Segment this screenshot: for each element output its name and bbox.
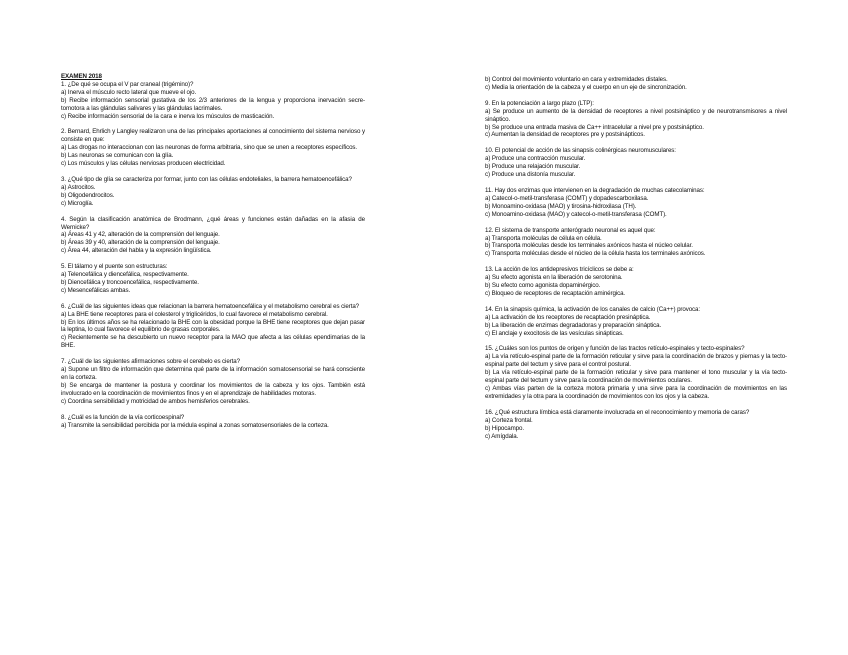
question-text: 8. ¿Cuál es la función de la vía corticoespinal? <box>61 413 185 421</box>
answer-option: c) Amígdala. <box>485 432 519 440</box>
answer-option: b) Produce una relajación muscular. <box>485 163 581 171</box>
question-text: 7. ¿Cuál de las siguientes afirmaciones sobre el cerebelo es cierta? <box>61 358 240 366</box>
answer-option: b) Su efecto como agonista dopaminérgico. <box>485 282 601 290</box>
question-block <box>61 81 365 121</box>
answer-option: c) Aumentan la densidad de receptores pre y postsinápticos. <box>485 131 645 139</box>
answer-option: c) Media la orientación de la cabeza y el cuerpo en un eje de sincronización. <box>485 83 687 91</box>
question-block <box>61 128 365 168</box>
answer-option: c) Los músculos y las células nerviosas producen electricidad. <box>61 160 226 168</box>
answer-option: b) Diencefálica y troncoencefálica, respectivamente. <box>61 278 199 286</box>
answer-option: b) Hipocampo. <box>485 424 524 432</box>
answer-option: a) Corteza frontal. <box>485 416 533 424</box>
answer-option: a) Se produce un aumento de la densidad de receptores a nivel postsináptico y de neurotransmisores a nivel sináptico. <box>485 107 787 123</box>
answer-option: c) Mesencefálicas ambas. <box>61 286 131 294</box>
answer-option: c) Microglía. <box>61 199 94 207</box>
question-block <box>61 303 365 350</box>
answer-option: a) La vía retículo-espinal parte de la formación reticular y sirve para la coordinación de brazos y piernas y la tecto-espinal parte del tectum y sirve para el control postural. <box>485 353 787 369</box>
answer-option: a) La activación de los receptores de recaptación presináptica. <box>485 313 651 321</box>
question-block <box>61 414 365 430</box>
answer-option: c) Transporta moléculas desde el núcleo de la célula hasta los terminales axónicos. <box>485 250 706 258</box>
answer-option: c) Recientemente se ha descubierto un nuevo receptor para la MAO que afecta a las células ependimarias de la BHE. <box>61 334 365 350</box>
answer-option: b) Se produce una entrada masiva de Ca++ intracelular a nivel pre y postsináptico. <box>485 123 704 131</box>
answer-option: b) Control del movimiento voluntario en cara y extremidades distales. <box>485 76 668 83</box>
question-block <box>485 409 787 441</box>
question-block <box>61 358 365 405</box>
answer-option: a) Catecol-o-metil-transferasa (COMT) y dopadescarboxilasa. <box>485 194 649 202</box>
answer-option: a) Transmite la sensibilidad percibida por la médula espinal a zonas somatosensoriales de la corteza. <box>61 421 329 429</box>
answer-option: b) En los últimos años se ha relacionado la BHE con la obesidad porque la BHE tiene receptores que dejan pasar la leptina, lo cual favorece el equilibrio de grasas corporales. <box>61 318 365 334</box>
answer-option: b) La liberación de enzimas degradadoras y preparación sináptica. <box>485 321 662 329</box>
answer-option: a) Inerva el músculo recto lateral que mueve el ojo. <box>61 88 197 96</box>
left-column <box>61 73 365 437</box>
question-block <box>61 263 365 295</box>
answer-option: b) Las neuronas se comunican con la glía. <box>61 152 174 160</box>
question-text: 15. ¿Cuáles son los puntos de origen y función de las tractos retículo-espinales y tecto-espinales? <box>485 345 745 353</box>
answer-option: c) Recibe información sensorial de la cara e inerva los músculos de masticación. <box>61 112 275 120</box>
answer-option: b) Áreas 39 y 40, alteración de la comprensión del lenguaje. <box>61 239 220 247</box>
answer-option: a) Produce una contracción muscular. <box>485 155 586 163</box>
question-text: 1. ¿De qué se ocupa el V par craneal (trigémino)? <box>61 80 194 88</box>
answer-option: c) Ambas vías parten de la corteza motora primaria y una sirve para la coordinación de movimientos en las extremidades y la otra para la coordinación de movimientos con los ojos y la cabeza. <box>485 385 787 400</box>
answer-option: b) Se encarga de mantener la postura y coordinar los movimientos de la cabeza y los ojos. También está involucrado en la coordinación de movimientos finos y en el aprendizaje de habilidades motoras. <box>61 381 365 397</box>
answer-option: a) Telencefálica y diencefálica, respectivamente. <box>61 271 189 279</box>
question-text: 9. En la potenciación a largo plazo (LTP): <box>485 99 594 107</box>
question-text: 14. En la sinapsis química, la activación de los canales de calcio (Ca++) provoca: <box>485 305 701 313</box>
right-question-list <box>485 76 787 440</box>
answer-option: a) Supone un filtro de información que determina qué parte de la información somatosensorial se hará consciente en la corteza. <box>61 366 365 381</box>
question-text: 3. ¿Qué tipo de glía se caracteriza por formar, junto con las células endoteliales, la barrera hematoencefálica? <box>61 175 352 183</box>
question-text: 12. El sistema de transporte anterógrado neuronal es aquel que: <box>485 226 656 234</box>
question-block <box>485 100 787 140</box>
answer-option: b) Transporta moléculas desde los terminales axónicos hasta el núcleo celular. <box>485 242 693 250</box>
right-column <box>485 76 787 448</box>
answer-option: a) Las drogas no interaccionan con las neuronas de forma arbitraria, sino que se unen a receptores específicos. <box>61 144 358 152</box>
answer-option: a) Su efecto agonista en la liberación de serotonina. <box>485 274 623 282</box>
question-block <box>485 187 787 219</box>
answer-option: a) La BHE tiene receptores para el colesterol y triglicéridos, lo cual favorece el metabolismo cerebral. <box>61 310 328 318</box>
question-text: 10. El potencial de acción de las sinapsis colinérgicas neuromusculares: <box>485 147 676 155</box>
question-block <box>485 345 787 400</box>
question-text: 11. Hay dos enzimas que intervienen en la degradación de muchas catecolaminas: <box>485 186 705 194</box>
question-text: 4. Según la clasificación anatómica de Brodmann, ¿qué áreas y funciones están dañadas en la afasia de Wernicke? <box>61 215 365 231</box>
question-block <box>61 216 365 256</box>
question-block <box>485 147 787 179</box>
answer-option: b) La vía retículo-espinal parte de la formación reticular y sirve para mantener el tono muscular y la vía tecto-espinal parte del tectum y sirve para la coordinación de movimientos oculares. <box>485 369 787 385</box>
answer-option: a) Áreas 41 y 42, alteración de la comprensión del lenguaje. <box>61 231 220 239</box>
answer-option: c) Coordina sensibilidad y motricidad de ambos hemisferios cerebrales. <box>61 397 250 405</box>
answer-option: c) Bloqueo de receptores de recaptación aminérgica. <box>485 289 626 297</box>
question-block <box>61 176 365 208</box>
answer-option: a) Transporta moléculas de célula en célula. <box>485 234 602 242</box>
answer-option: c) Área 44, alteración del habla y la expresión lingüística. <box>61 247 212 255</box>
answer-option: c) Produce una distonía muscular. <box>485 171 576 179</box>
question-block <box>485 76 787 92</box>
left-question-list <box>61 81 365 430</box>
answer-option: c) El anclaje y exocitosis de las vesículas sinápticas. <box>485 329 624 337</box>
answer-option: c) Monoamino-oxidasa (MAO) y catecol-o-metil-transferasa (COMT). <box>485 210 667 218</box>
question-text: 2. Bernard, Ehrlich y Langley realizaron una de las principales aportaciones al conocimiento del sistema nervioso y consiste en que: <box>61 128 365 144</box>
answer-option: b) Monoamino-oxidasa (MAO) y tirosina-hidroxilasa (TH). <box>485 202 637 210</box>
question-text: 13. La acción de los antidepresivos tricíclicos se debe a: <box>485 266 634 274</box>
answer-option: b) Recibe información sensorial gustativa de los 2/3 anteriores de la lengua y proporciona inervación secre-tomotora a las glándulas salivares y las glándulas lacrimales. <box>61 96 365 112</box>
question-block <box>485 227 787 259</box>
exam-title: EXAMEN 2018 <box>61 73 102 80</box>
question-block <box>485 266 787 298</box>
answer-option: b) Oligodendrocitos. <box>61 191 115 199</box>
question-text: 5. El tálamo y el puente son estructuras: <box>61 263 168 271</box>
question-block <box>485 306 787 338</box>
question-text: 6. ¿Cuál de las siguientes ideas que relacionan la barrera hematoencefálica y el metabolismo cerebral es cierta? <box>61 302 360 310</box>
answer-option: a) Astrocitos. <box>61 183 96 191</box>
question-text: 16. ¿Qué estructura límbica está claramente involucrada en el reconocimiento y memoria de caras? <box>485 408 750 416</box>
